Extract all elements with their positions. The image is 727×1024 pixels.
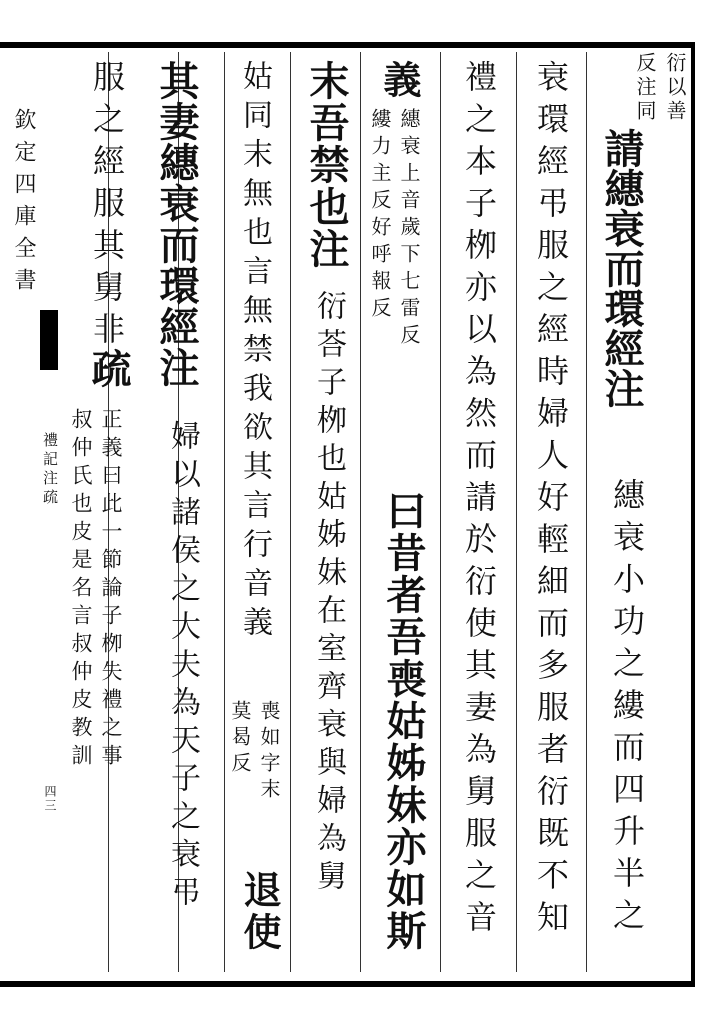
main-text: 義 bbox=[377, 60, 422, 98]
annotation-left: 反注同 bbox=[633, 52, 657, 124]
column-rule bbox=[224, 52, 225, 972]
annotation-right: 正義曰此一節論子栁失禮之事 bbox=[99, 408, 123, 772]
commentary-text: 禮之本子栁亦以為然而請於衍使其妻為舅服之音 bbox=[460, 60, 498, 942]
annotation-right: 衍以善 bbox=[663, 52, 687, 124]
column-rule bbox=[360, 52, 361, 972]
annotation-pair bbox=[66, 408, 126, 772]
commentary-text: 衍荅子栁也姑姊妹在室齊衰與婦為舅 bbox=[311, 290, 346, 898]
commentary-text: 婦以諸侯之大夫為天子之衰弔 bbox=[165, 420, 200, 914]
annotation-pair bbox=[630, 52, 690, 124]
commentary-text: 姑同末無也言無禁我欲其言行音義 bbox=[237, 60, 272, 645]
annotation-right: 繐衰上音歲下七雷反 bbox=[397, 108, 421, 351]
margin-column bbox=[0, 42, 40, 987]
main-text: 退使 bbox=[237, 870, 282, 954]
main-text: 請繐衰而環經注 bbox=[598, 128, 645, 408]
main-text: 曰昔者吾喪姑姊妹亦如斯 bbox=[380, 490, 427, 952]
commentary-text: 服之經服其舅非 bbox=[88, 60, 126, 354]
page-number: 四三 bbox=[43, 785, 57, 813]
main-text: 疏 bbox=[85, 348, 132, 388]
commentary-text: 繐衰小功之縷而四升半之 bbox=[608, 478, 646, 940]
side-title: 禮記注疏 bbox=[41, 432, 59, 508]
main-text: 其妻繐衰而環經注 bbox=[153, 60, 200, 388]
column-rule bbox=[586, 52, 587, 972]
annotation-left: 縷力主反好呼報反 bbox=[368, 108, 392, 324]
annotation-pair bbox=[366, 108, 424, 351]
book-title: 欽定四庫全書 bbox=[11, 108, 36, 300]
main-text: 末吾禁也注 bbox=[303, 60, 350, 270]
annotation-right: 喪如字末 bbox=[257, 700, 281, 804]
column-rule bbox=[440, 52, 441, 972]
annotation-pair bbox=[226, 700, 284, 804]
commentary-text: 衰環經弔服之經時婦人好輕細而多服者衍既不知 bbox=[532, 60, 570, 942]
annotation-left: 叔仲氏也皮是名言叔仲皮教訓 bbox=[69, 408, 93, 772]
column-rule bbox=[290, 52, 291, 972]
annotation-left: 莫曷反 bbox=[228, 700, 252, 778]
column-rule bbox=[516, 52, 517, 972]
